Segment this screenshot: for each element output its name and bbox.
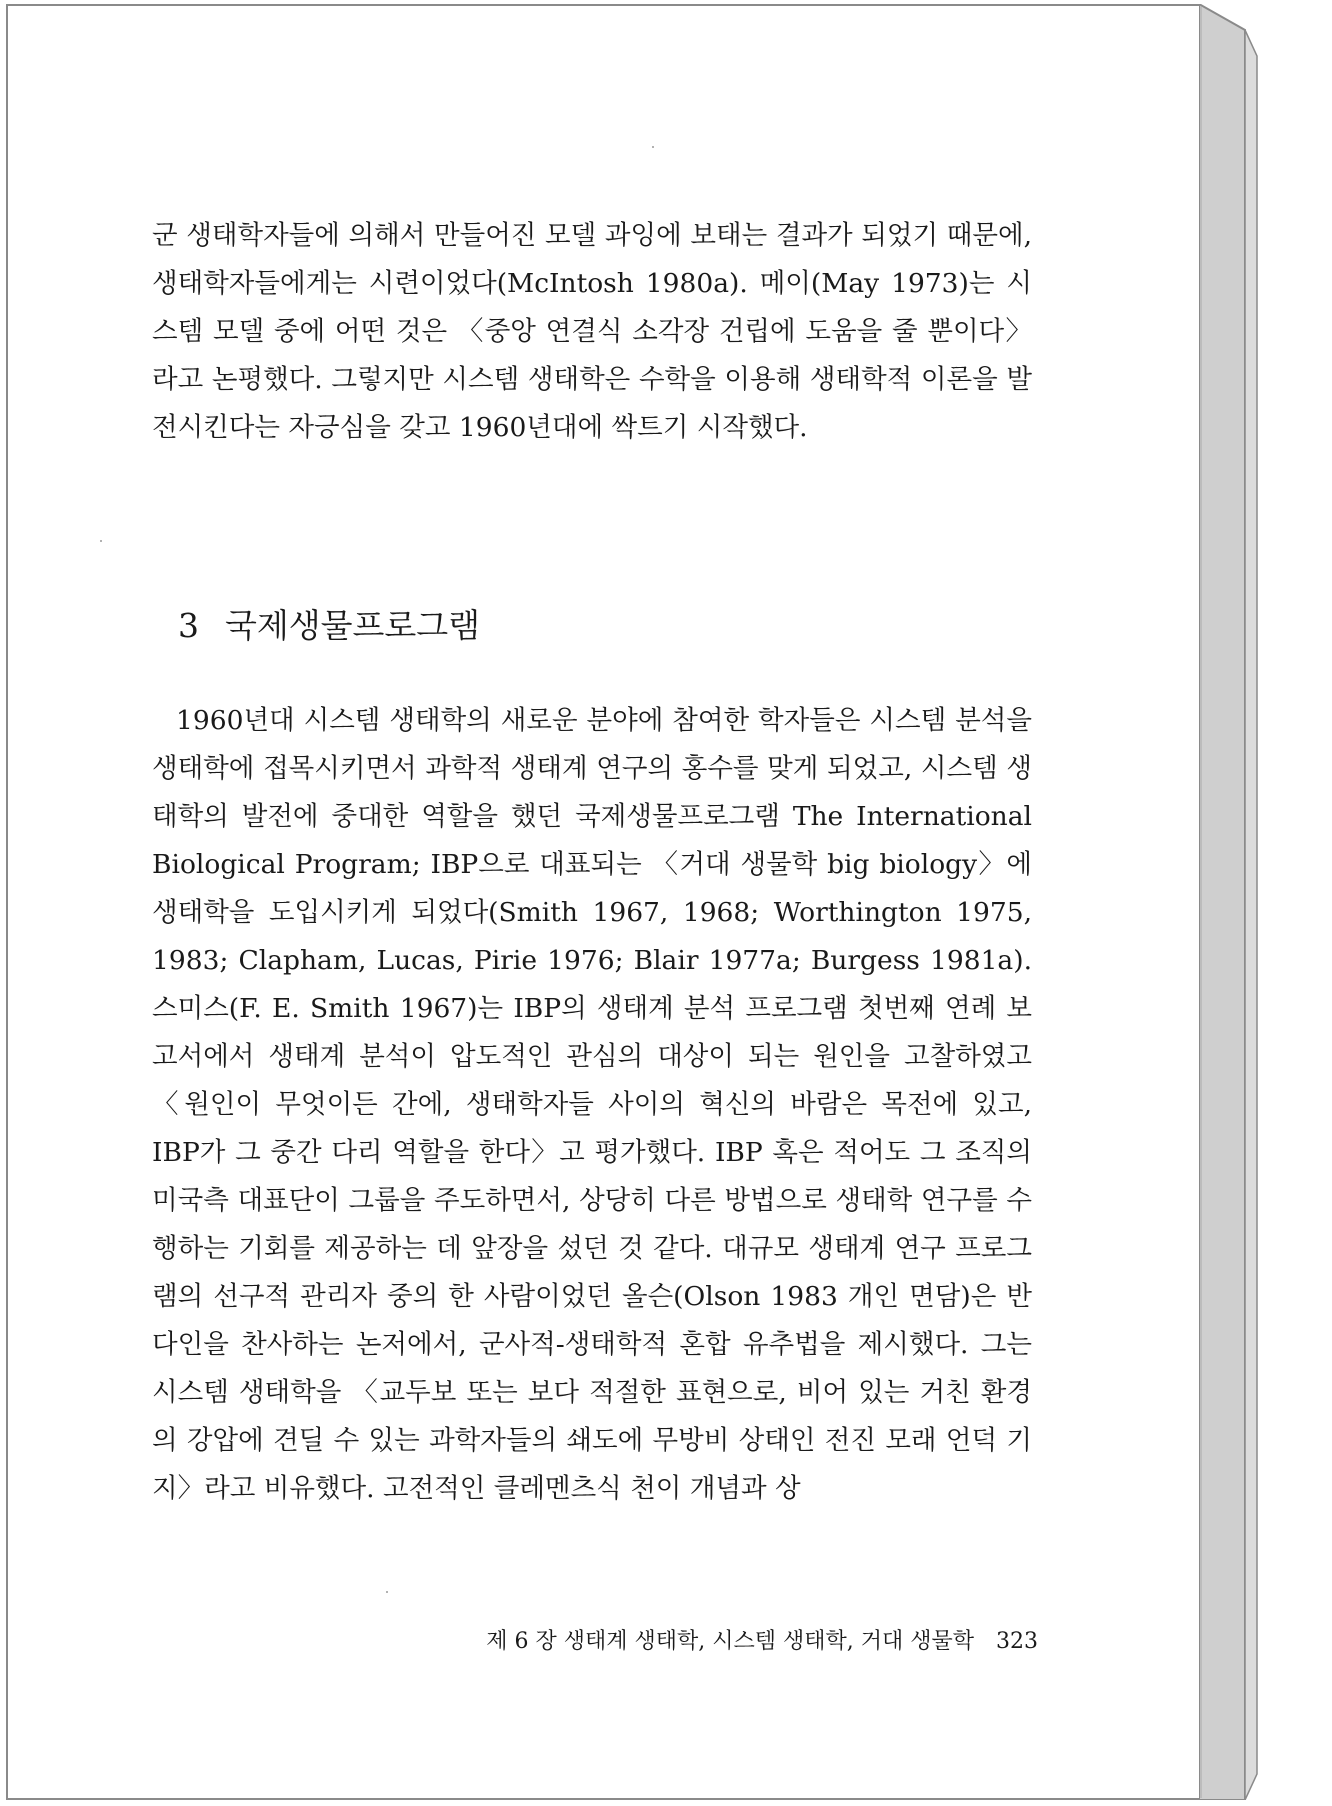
continuation-paragraph-block (152, 212, 1032, 452)
continuation-paragraph: 군 생태학자들에 의해서 만들어진 모델 과잉에 보태는 결과가 되었기 때문에, 생태학자들에게는 시련이었다(McIntosh 1980a). 메이(May 1973)는 시스템 모델 중에 어떤 것은 〈중앙 연결식 소각장 건립에 도움을 줄 뿐이다〉라고 논평했다. 그렇지만 시스템 생태학은 수학을 이용해 생태학적 이론을 발전시킨다는 자긍심을 갖고 1960년대에 싹트기 시작했다. (152, 220, 1032, 443)
page-edge (1199, 4, 1259, 1800)
page-number: 323 (996, 1629, 1038, 1654)
scan-speck (100, 540, 102, 542)
scan-speck (652, 146, 654, 148)
running-head: 제 6 장 생태계 생태학, 시스템 생태학, 거대 생물학 (486, 1629, 974, 1654)
section-paragraph: 1960년대 시스템 생태학의 새로운 분야에 참여한 학자들은 시스템 분석을 생태학에 접목시키면서 과학적 생태계 연구의 홍수를 맞게 되었고, 시스템 생태학의 발전에 중대한 역할을 했던 국제생물프로그램 The International Biological Program; IBP으로 대표되는 〈거대 생물학 big biology〉에 생태학을 도입시키게 되었다(Smith 1967, 1968; Worthington 1975, 1983; Clapham, Lucas, Pirie 1976; Blair 1977a; Burgess 1981a). 스미스(F. E. Smith 1967)는 IBP의 생태계 분석 프로그램 첫번째 연례 보고서에서 생태계 분석이 압도적인 관심의 대상이 되는 원인을 고찰하였고 〈원인이 무엇이든 간에, 생태학자들 사이의 혁신의 바람은 목전에 있고, IBP가 그 중간 다리 역할을 한다〉고 평가했다. IBP 혹은 적어도 그 조직의 미국측 대표단이 그룹을 주도하면서, 상당히 다른 방법으로 생태학 연구를 수행하는 기회를 제공하는 데 앞장을 섰던 것 같다. 대규모 생태계 연구 프로그램의 선구적 관리자 중의 한 사람이었던 올슨(Olson 1983 개인 면담)은 반 다인을 찬사하는 논저에서, 군사적-생태학적 혼합 유추법을 제시했다. 그는 시스템 생태학을 〈교두보 또는 보다 적절한 표현으로, 비어 있는 거친 환경의 강압에 견딜 수 있는 과학자들의 쇄도에 무방비 상태인 전진 모래 언덕 기지〉라고 비유했다. 고전적인 클레멘츠식 천이 개념과 상 (152, 705, 1032, 1504)
page-footer (486, 1624, 1038, 1655)
section-title: 국제생물프로그램 (225, 606, 481, 645)
section-heading (178, 600, 480, 647)
section-paragraph-block (152, 697, 1032, 1513)
section-number: 3 (178, 606, 199, 645)
scan-speck (386, 1591, 388, 1593)
